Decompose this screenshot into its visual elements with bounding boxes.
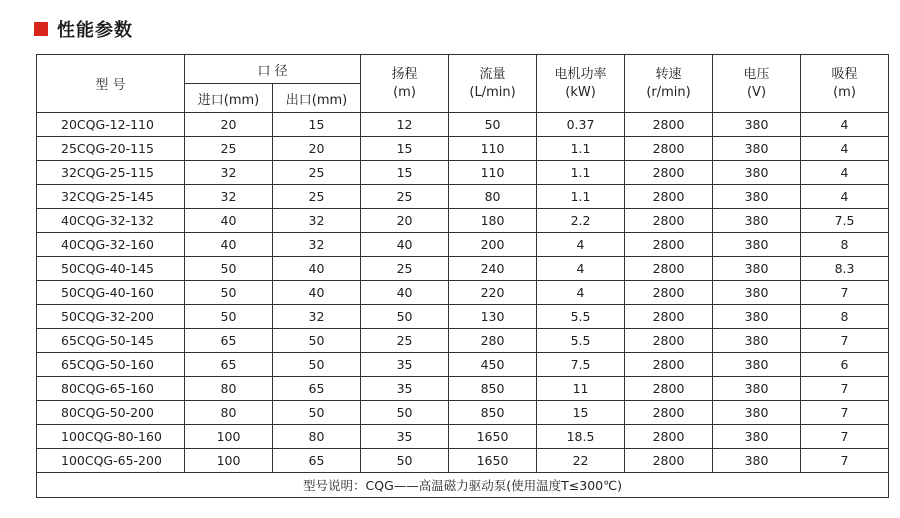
cell-speed: 2800 [625,137,713,161]
cell-inlet: 50 [185,281,273,305]
cell-model: 32CQG-25-145 [37,185,185,209]
cell-flow: 850 [449,401,537,425]
cell-model: 20CQG-12-110 [37,113,185,137]
cell-power: 4 [537,233,625,257]
cell-model: 100CQG-80-160 [37,425,185,449]
cell-outlet: 50 [273,401,361,425]
cell-speed: 2800 [625,353,713,377]
header-outlet: 出口(mm) [273,84,361,113]
cell-voltage: 380 [713,281,801,305]
header-suction-label: 吸程 [831,66,858,82]
header-suction [801,55,889,113]
cell-speed: 2800 [625,185,713,209]
cell-model: 80CQG-65-160 [37,377,185,401]
cell-power: 1.1 [537,185,625,209]
cell-inlet: 80 [185,401,273,425]
cell-head: 15 [361,161,449,185]
cell-suction: 7 [801,281,889,305]
cell-suction: 7 [801,377,889,401]
cell-head: 40 [361,233,449,257]
cell-voltage: 380 [713,137,801,161]
cell-head: 15 [361,137,449,161]
cell-voltage: 380 [713,209,801,233]
cell-power: 18.5 [537,425,625,449]
cell-speed: 2800 [625,401,713,425]
cell-suction: 8 [801,233,889,257]
cell-suction: 4 [801,137,889,161]
cell-voltage: 380 [713,353,801,377]
table-row [37,329,889,353]
cell-power: 7.5 [537,353,625,377]
cell-suction: 6 [801,353,889,377]
cell-outlet: 50 [273,353,361,377]
cell-flow: 50 [449,113,537,137]
table-row [37,161,889,185]
cell-suction: 7 [801,401,889,425]
cell-power: 2.2 [537,209,625,233]
cell-outlet: 40 [273,257,361,281]
header-voltage-label: 电压 [743,66,770,82]
cell-flow: 110 [449,137,537,161]
cell-outlet: 32 [273,233,361,257]
table-row [37,281,889,305]
cell-voltage: 380 [713,185,801,209]
section-title [34,16,133,42]
red-square-icon [34,22,48,36]
cell-inlet: 32 [185,185,273,209]
cell-suction: 8.3 [801,257,889,281]
cell-voltage: 380 [713,257,801,281]
cell-model: 25CQG-20-115 [37,137,185,161]
table-row [37,425,889,449]
cell-head: 35 [361,353,449,377]
cell-speed: 2800 [625,281,713,305]
header-flow [449,55,537,113]
cell-speed: 2800 [625,233,713,257]
cell-inlet: 50 [185,257,273,281]
cell-model: 40CQG-32-160 [37,233,185,257]
cell-inlet: 65 [185,353,273,377]
cell-model: 65CQG-50-160 [37,353,185,377]
cell-head: 35 [361,377,449,401]
header-head [361,55,449,113]
cell-head: 20 [361,209,449,233]
cell-voltage: 380 [713,233,801,257]
header-voltage-unit: (V) [746,84,767,100]
cell-outlet: 40 [273,281,361,305]
cell-power: 1.1 [537,137,625,161]
cell-flow: 450 [449,353,537,377]
cell-inlet: 100 [185,425,273,449]
header-inlet: 进口(mm) [185,84,273,113]
cell-suction: 7 [801,425,889,449]
table-row [37,113,889,137]
cell-suction: 8 [801,305,889,329]
cell-flow: 1650 [449,449,537,473]
cell-voltage: 380 [713,161,801,185]
cell-outlet: 80 [273,425,361,449]
cell-voltage: 380 [713,305,801,329]
table-footnote: 型号说明：CQG——高温磁力驱动泵(使用温度T≤300℃) [37,473,889,498]
cell-speed: 2800 [625,305,713,329]
header-speed [625,55,713,113]
cell-model: 50CQG-40-160 [37,281,185,305]
cell-outlet: 32 [273,305,361,329]
cell-power: 1.1 [537,161,625,185]
table-row [37,185,889,209]
header-suction-unit: (m) [833,84,856,100]
table-row [37,449,889,473]
table-row [37,377,889,401]
cell-power: 4 [537,257,625,281]
cell-head: 25 [361,257,449,281]
cell-model: 65CQG-50-145 [37,329,185,353]
cell-speed: 2800 [625,209,713,233]
cell-inlet: 20 [185,113,273,137]
cell-model: 50CQG-40-145 [37,257,185,281]
cell-suction: 4 [801,161,889,185]
cell-head: 25 [361,185,449,209]
header-speed-label: 转速 [655,66,682,82]
cell-head: 40 [361,281,449,305]
cell-flow: 130 [449,305,537,329]
cell-power: 22 [537,449,625,473]
cell-model: 32CQG-25-115 [37,161,185,185]
table-row [37,305,889,329]
cell-flow: 850 [449,377,537,401]
cell-suction: 7 [801,449,889,473]
cell-voltage: 380 [713,449,801,473]
cell-inlet: 25 [185,137,273,161]
cell-voltage: 380 [713,329,801,353]
cell-suction: 7.5 [801,209,889,233]
cell-inlet: 40 [185,233,273,257]
header-head-label: 扬程 [391,66,418,82]
cell-voltage: 380 [713,377,801,401]
cell-voltage: 380 [713,401,801,425]
cell-power: 0.37 [537,113,625,137]
cell-suction: 4 [801,185,889,209]
table-row [37,257,889,281]
cell-power: 4 [537,281,625,305]
cell-head: 50 [361,449,449,473]
cell-inlet: 50 [185,305,273,329]
cell-head: 12 [361,113,449,137]
table-row [37,401,889,425]
header-caliber: 口 径 [185,55,361,84]
cell-outlet: 15 [273,113,361,137]
table-row [37,209,889,233]
cell-voltage: 380 [713,113,801,137]
cell-speed: 2800 [625,425,713,449]
header-voltage [713,55,801,113]
cell-power: 5.5 [537,305,625,329]
cell-speed: 2800 [625,449,713,473]
cell-outlet: 65 [273,377,361,401]
cell-speed: 2800 [625,377,713,401]
cell-outlet: 65 [273,449,361,473]
cell-outlet: 50 [273,329,361,353]
header-power [537,55,625,113]
cell-flow: 110 [449,161,537,185]
cell-power: 5.5 [537,329,625,353]
header-power-label: 电机功率 [554,66,607,82]
header-model: 型 号 [37,55,185,113]
cell-speed: 2800 [625,161,713,185]
cell-flow: 180 [449,209,537,233]
cell-inlet: 65 [185,329,273,353]
cell-suction: 7 [801,329,889,353]
cell-head: 35 [361,425,449,449]
cell-inlet: 40 [185,209,273,233]
cell-suction: 4 [801,113,889,137]
header-speed-unit: (r/min) [646,84,691,100]
table-row [37,233,889,257]
cell-outlet: 32 [273,209,361,233]
cell-head: 50 [361,305,449,329]
cell-outlet: 25 [273,161,361,185]
cell-power: 11 [537,377,625,401]
cell-flow: 280 [449,329,537,353]
header-flow-label: 流量 [479,66,506,82]
cell-model: 40CQG-32-132 [37,209,185,233]
header-power-unit: (kW) [565,84,596,100]
table-header [37,55,889,113]
cell-flow: 220 [449,281,537,305]
cell-head: 50 [361,401,449,425]
performance-table [36,54,889,498]
cell-voltage: 380 [713,425,801,449]
cell-inlet: 100 [185,449,273,473]
cell-speed: 2800 [625,257,713,281]
cell-flow: 240 [449,257,537,281]
table-body [37,113,889,473]
cell-model: 50CQG-32-200 [37,305,185,329]
cell-model: 80CQG-50-200 [37,401,185,425]
section-title-text: 性能参数 [57,20,133,41]
cell-flow: 80 [449,185,537,209]
cell-head: 25 [361,329,449,353]
header-head-unit: (m) [393,84,416,100]
cell-inlet: 80 [185,377,273,401]
cell-flow: 200 [449,233,537,257]
cell-inlet: 32 [185,161,273,185]
cell-outlet: 25 [273,185,361,209]
cell-outlet: 20 [273,137,361,161]
cell-power: 15 [537,401,625,425]
table-row [37,353,889,377]
cell-speed: 2800 [625,113,713,137]
header-flow-unit: (L/min) [469,84,516,100]
cell-flow: 1650 [449,425,537,449]
cell-speed: 2800 [625,329,713,353]
table-row [37,137,889,161]
cell-model: 100CQG-65-200 [37,449,185,473]
